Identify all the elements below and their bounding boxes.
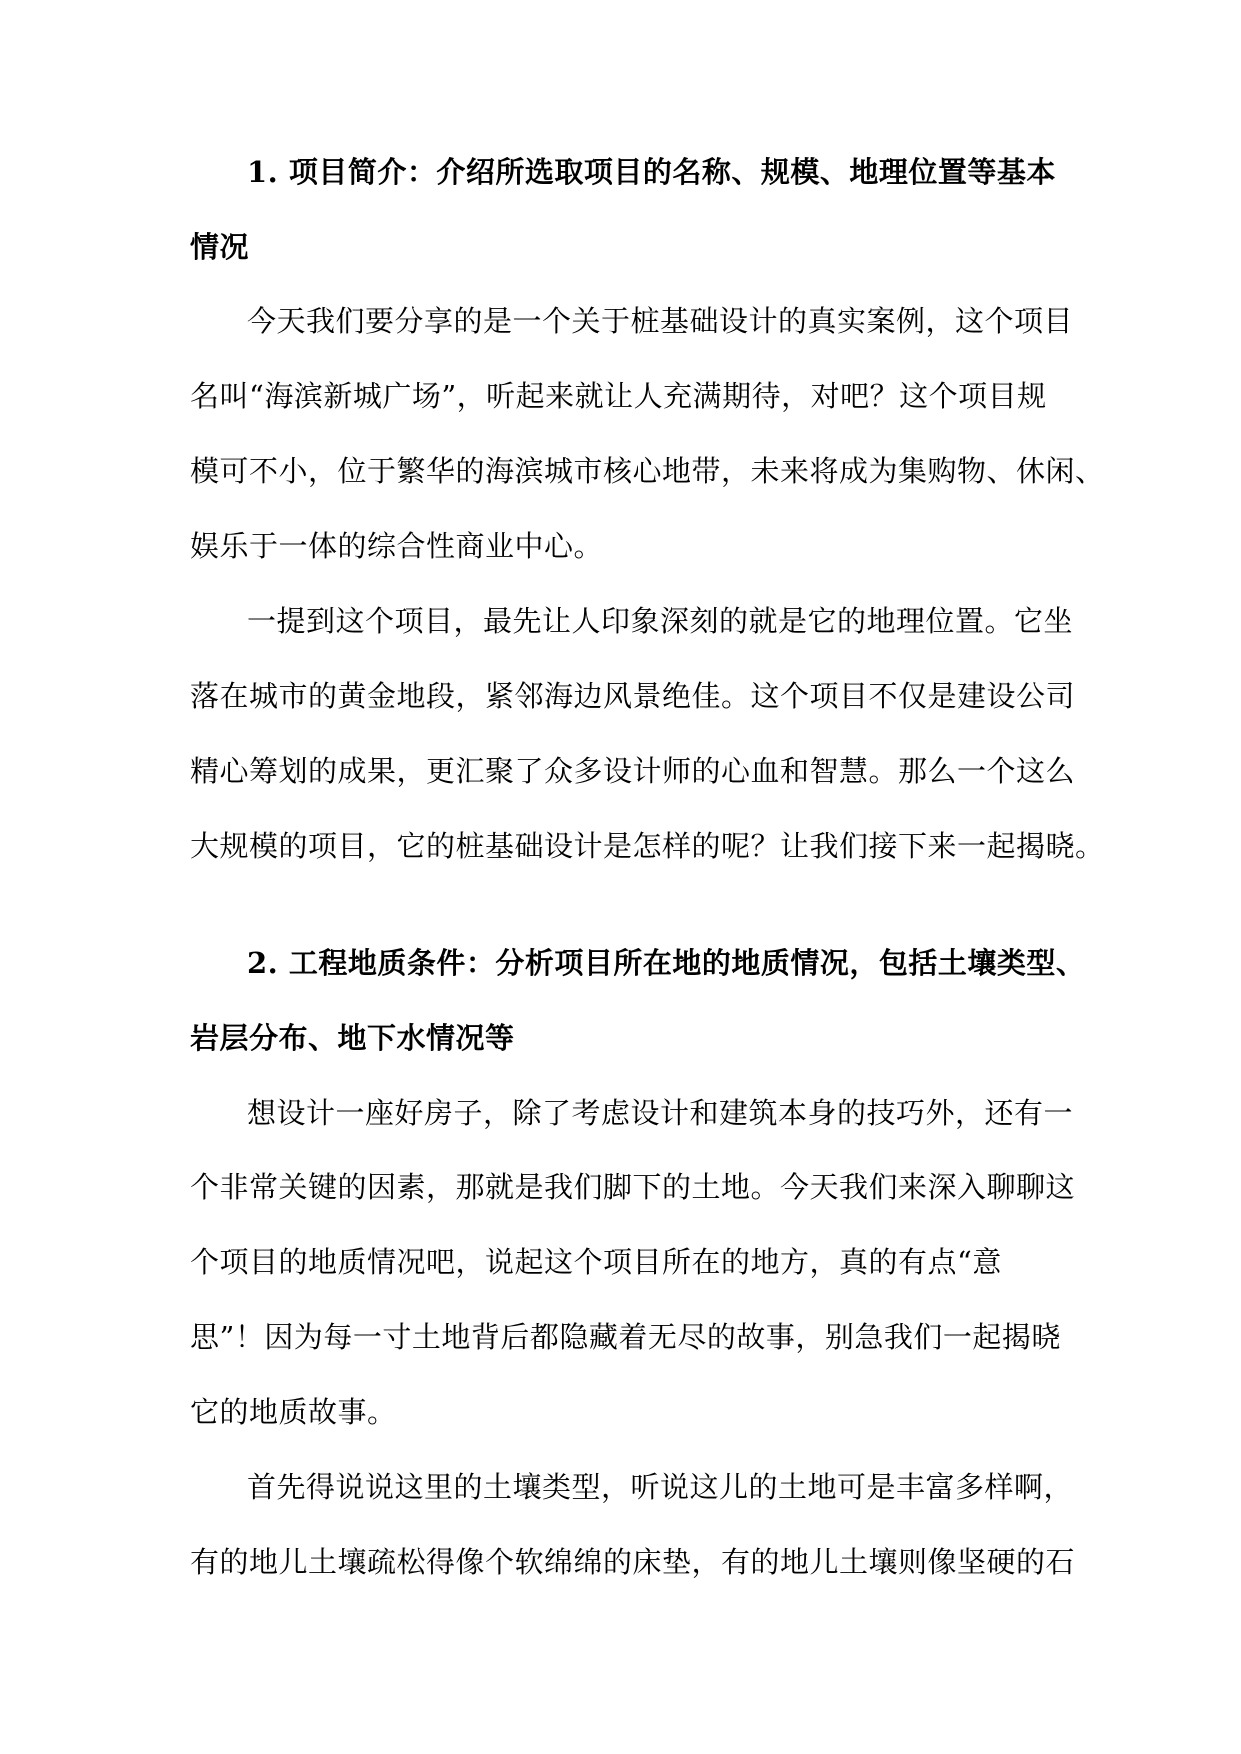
section-1-paragraph-2-line-3: 精心筹划的成果，更汇聚了众多设计师的心血和智慧。那么一个这么 [190,754,1076,788]
section-2-paragraph-1-line-2: 个非常关键的因素，那就是我们脚下的土地。今天我们来深入聊聊这 [190,1170,1076,1204]
section-1-heading-line-1: 1. 项目简介：介绍所选取项目的名称、规模、地理位置等基本 [247,155,1056,189]
section-2-paragraph-1-line-3: 个项目的地质情况吧，说起这个项目所在的地方，真的有点“意 [190,1245,1002,1279]
section-2-paragraph-1-line-4: 思”！因为每一寸土地背后都隐藏着无尽的故事，别急我们一起揭晓 [190,1320,1061,1354]
section-1-heading-line-2: 情况 [190,230,250,264]
section-1-paragraph-1-line-3: 模可不小，位于繁华的海滨城市核心地带，未来将成为集购物、休闲、 [190,454,1105,488]
section-2-paragraph-1-line-5: 它的地质故事。 [190,1395,397,1429]
section-1-paragraph-2-line-2: 落在城市的黄金地段，紧邻海边风景绝佳。这个项目不仅是建设公司 [190,679,1076,713]
section-2-paragraph-1-line-1: 想设计一座好房子，除了考虑设计和建筑本身的技巧外，还有一 [247,1096,1074,1130]
section-2-paragraph-2-line-1: 首先得说说这里的土壤类型，听说这儿的土地可是丰富多样啊， [247,1470,1074,1504]
section-2-paragraph-2-line-2: 有的地儿土壤疏松得像个软绵绵的床垫，有的地儿土壤则像坚硬的石 [190,1545,1076,1579]
section-2-heading-line-2: 岩层分布、地下水情况等 [190,1021,515,1055]
section-1-paragraph-1-line-4: 娱乐于一体的综合性商业中心。 [190,529,604,563]
section-1-paragraph-2-line-4: 大规模的项目，它的桩基础设计是怎样的呢？让我们接下来一起揭晓。 [190,829,1105,863]
section-1-paragraph-1-line-1: 今天我们要分享的是一个关于桩基础设计的真实案例，这个项目 [247,304,1074,338]
section-1-paragraph-2-line-1: 一提到这个项目，最先让人印象深刻的就是它的地理位置。它坐 [247,604,1074,638]
section-2-heading-line-1: 2. 工程地质条件：分析项目所在地的地质情况，包括土壤类型、 [247,946,1086,980]
section-1-paragraph-1-line-2: 名叫“海滨新城广场”，听起来就让人充满期待，对吧？这个项目规 [190,379,1047,413]
